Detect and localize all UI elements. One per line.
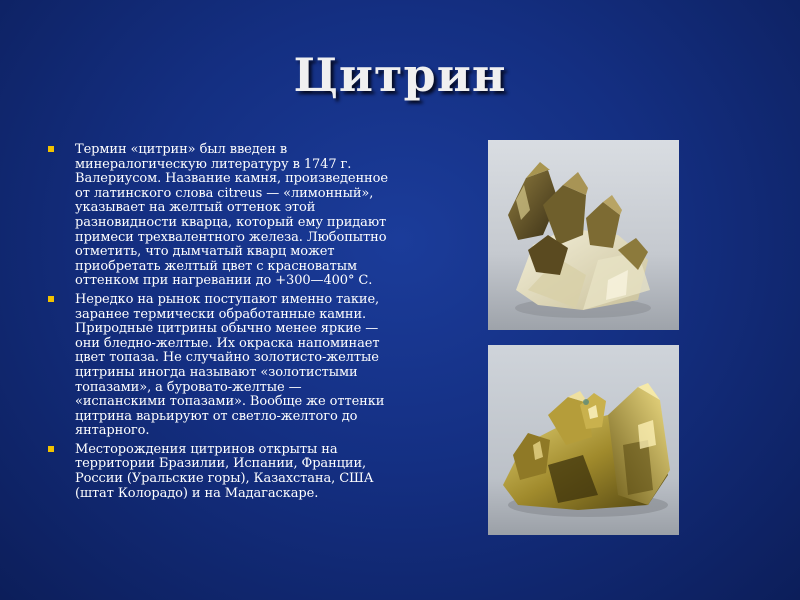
square-bullet-icon	[48, 146, 54, 152]
bullet-text: Термин «цитрин» был введен в минералогическую литературу в 1747 г. Валериусом. Название камня, произведенное от латинского слова citreus — «лимонный», указывает на желтый оттенок этой разновидности кварца, который ему придают примеси трехвалентного железа. Любопытно отметить, что дымчатый кварц может приобретать желтый цвет с красноватым оттенком при нагревании до +300—400° С.	[75, 142, 388, 289]
citrine-crystal-cluster-photo-2	[488, 345, 679, 535]
square-bullet-icon	[48, 296, 54, 302]
bullet-item	[46, 143, 391, 289]
bullet-item	[46, 293, 391, 439]
bullet-text: Нередко на рынок поступают именно такие, заранее термически обработанные камни. Природные цитрины обычно менее яркие — они бледно-желтые. Их окраска напоминает цвет топаза. Не случайно золотисто-желтые цитрины иногда называют «золотистыми топазами», а буровато-желтые — «испанскими топазами». Вообще же оттенки цитрина варьируют от светло-желтого до янтарного.	[75, 291, 385, 439]
slide-title: Цитрин	[293, 48, 507, 102]
citrine-crystal-cluster-photo-1	[488, 140, 679, 330]
bullet-list	[46, 143, 391, 505]
bullet-text: Месторождения цитринов открыты на территории Бразилии, Испании, Франции, России (Уральские горы), Казахстана, США (штат Колорадо) и на Мадагаскаре.	[75, 441, 374, 501]
bullet-item	[46, 443, 391, 501]
square-bullet-icon	[48, 446, 54, 452]
